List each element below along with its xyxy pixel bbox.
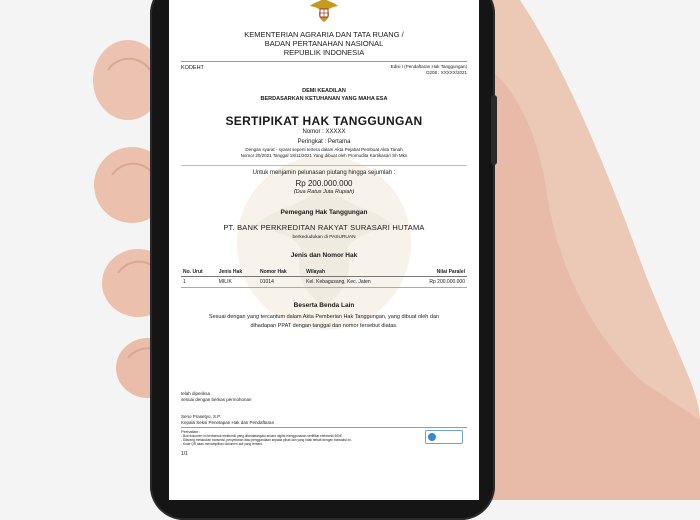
- syarat-line2: Nomor 20/2021 Tanggal 18/11/2021 Yang dibuat oleh Promudita Kartikasari Sh Mkn: [240, 153, 408, 158]
- table-cell: Rp 200.000.000: [407, 277, 467, 288]
- note-line2: - Dilarang melakukan transmisi, penyebaran atau penggandaan kepada pihak lain yang tidak terkait dengan transaksi ini.: [181, 438, 352, 442]
- syarat-line1: Dengan syarat - syarat seperti tertera dalam Akta Pejabat Pembuat Akta Tanah: [245, 147, 403, 152]
- table-cell: MILIK: [217, 277, 258, 288]
- jenis-heading: Jenis dan Nomor Hak: [290, 252, 358, 259]
- table-header-row: [181, 268, 467, 277]
- table-header: Wilayah: [304, 268, 407, 277]
- page-number: 1/1: [181, 451, 188, 457]
- benda-line2: dihadapan PPAT dengan tanggal dan nomor tersebut diatas.: [250, 323, 398, 329]
- hak-table: [181, 268, 467, 288]
- header-divider: [181, 61, 467, 62]
- holder-name: PT. BANK PERKREDITAN RAKYAT SURASARI HUTAMA: [223, 223, 425, 232]
- amount-words: (Dua Ratus Juta Rupiah): [293, 189, 355, 195]
- table-header: Jenis Hak: [217, 268, 258, 277]
- berdasarkan-text: BERDASARKAN KETUHANAN YANG MAHA ESA: [260, 96, 388, 102]
- section-divider: [181, 165, 467, 166]
- edition-line1: Edisi I (Pendaftaran Hak Tanggungan): [390, 64, 467, 69]
- edition-line2: D208 : XXXXX/2021: [426, 70, 467, 75]
- ministry-line3: REPUBLIK INDONESIA: [283, 48, 365, 57]
- peringkat-text: Peringkat : Pertama: [297, 139, 351, 145]
- ministry-line2: BADAN PERTANAHAN NASIONAL: [264, 39, 384, 48]
- note-line1: - Buti dokumen ini berbentuk elektronik yang ditandatangani secara digital menggunakan sertifikat elektronik BSrE.: [181, 434, 343, 438]
- demi-keadilan: DEMI KEADILAN: [302, 88, 346, 94]
- kodeht-label: KODEHT: [181, 65, 204, 71]
- ministry-line1: KEMENTERIAN AGRARIA DAN TATA RUANG /: [244, 30, 404, 39]
- table-cell: 1: [181, 277, 217, 288]
- nomor-text: Nomor : XXXXX: [302, 129, 346, 135]
- holder-domicile: berkedudukan di PASURUAN: [292, 235, 356, 240]
- table-cell: 01014: [258, 277, 304, 288]
- perhatian-label: Perhatian :: [181, 429, 201, 434]
- amount-text: Rp 200.000.000: [295, 179, 353, 188]
- benda-heading: Beserta Benda Lain: [293, 302, 355, 309]
- telah-line1: telah diperiksa: [181, 391, 211, 396]
- signer-title: Kepala Seksi Penetapan Hak dan Pendaftaran: [181, 420, 275, 425]
- table-header: Nilai Paralel: [407, 268, 467, 277]
- phone-side-button: [491, 95, 497, 165]
- table-row: [181, 277, 467, 288]
- signer-name: Seno Prasetyo, S.P.: [181, 414, 221, 419]
- pemegang-heading: Pemegang Hak Tanggungan: [280, 209, 368, 216]
- garuda-emblem-icon: [308, 0, 340, 26]
- table-cell: Kel. Kebagusang, Kec. Jaten: [304, 277, 407, 288]
- footer-divider: [181, 427, 467, 428]
- table-header: No. Urut: [181, 268, 217, 277]
- telah-line2: sesuai dengan berkas permohonan: [181, 397, 252, 402]
- page-title: SERTIPIKAT HAK TANGGUNGAN: [225, 114, 423, 128]
- bsre-logo-icon: [425, 430, 463, 444]
- benda-line1: Sesuai dengan yang tercantum dalam Akta Pemberian Hak Tanggungan, yang dibuat oleh dan: [208, 314, 440, 320]
- pelunasan-text: Untuk menjamin pelunasan piutang hingga sejumlah :: [252, 170, 396, 176]
- note-line3: - Kode QR akan menampilkan dokumen asli yang terbaru.: [181, 442, 264, 446]
- table-header: Nomor Hak: [258, 268, 304, 277]
- phone-screen: [169, 0, 479, 500]
